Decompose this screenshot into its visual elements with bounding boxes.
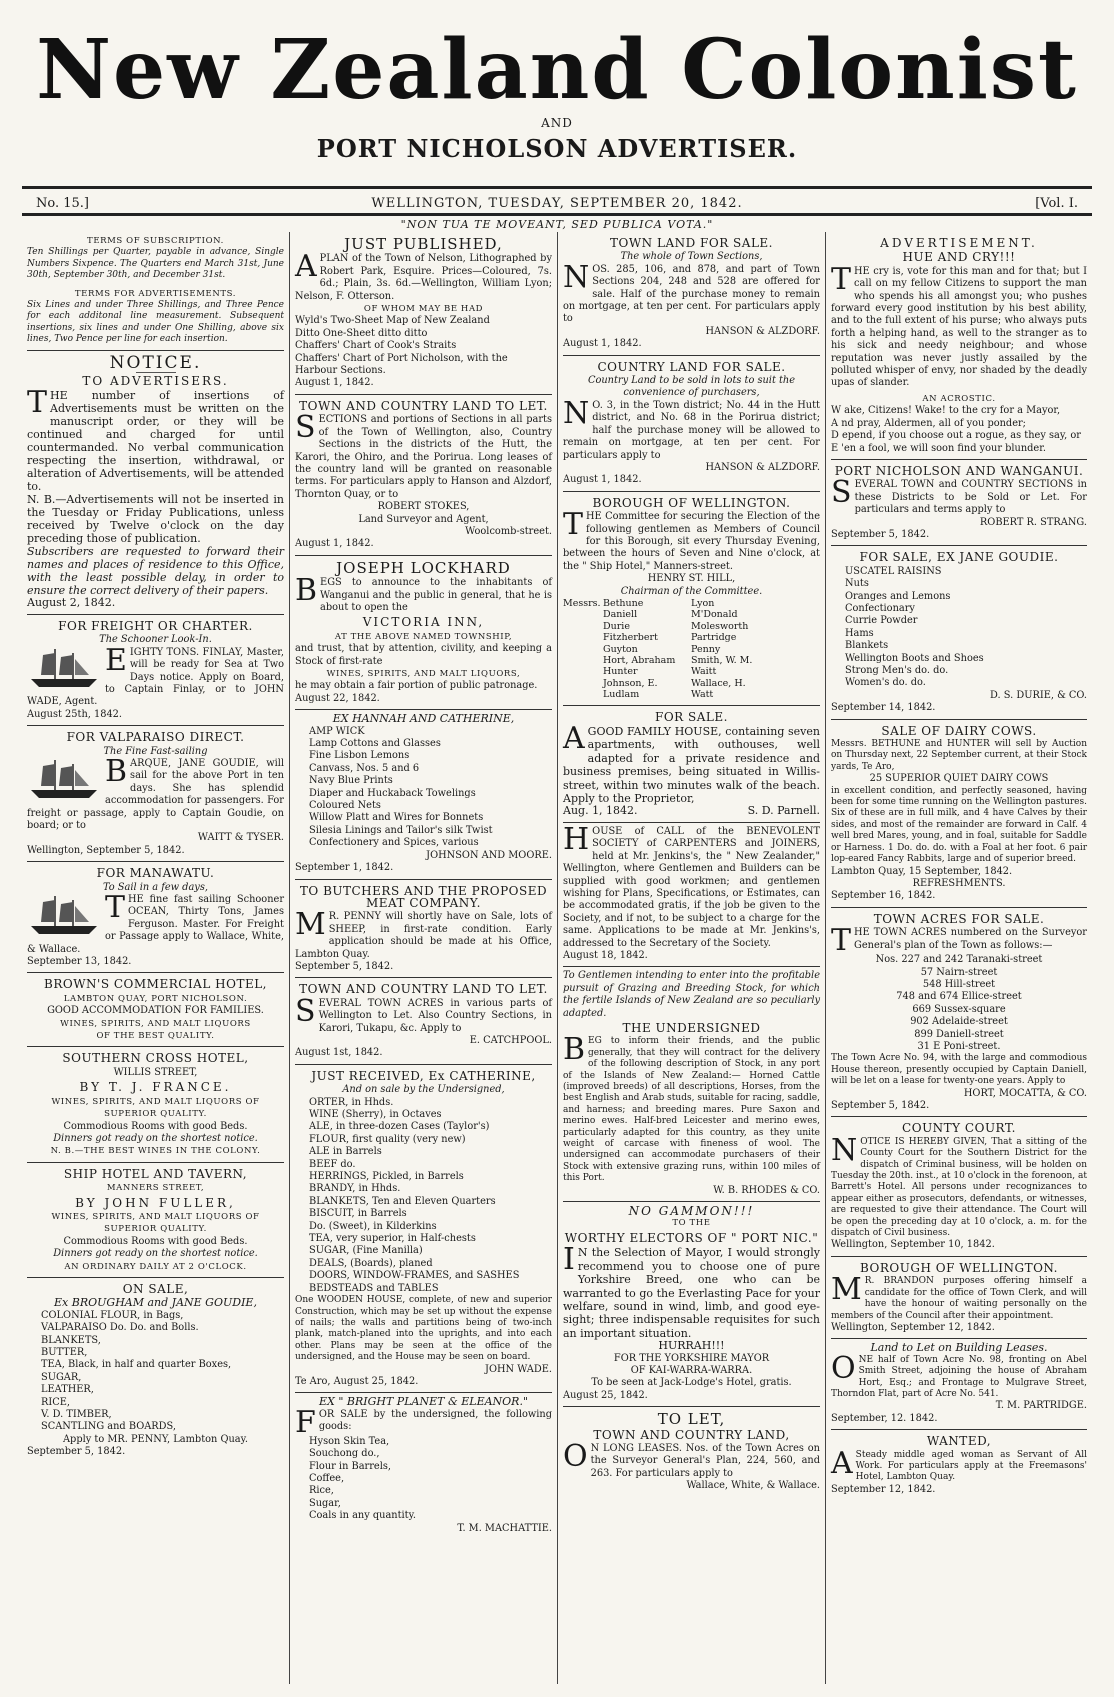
list-item: Souchong do., [309, 1448, 380, 1460]
just-received-ad [295, 1065, 552, 1394]
just-published-heading: JUST PUBLISHED, [344, 235, 503, 253]
lockhard-text: and trust, that by attention, civility, and keeping a Stock of first-rate [295, 643, 552, 667]
list-item: Chaffers' Chart of Port Nicholson, with the Harbour Sections. [295, 352, 508, 377]
list-item: SUGAR, [41, 1371, 82, 1383]
terms-subscription-text: Ten Shillings per Quarter, payable in advance, Single Numbers Sixpence. The Quarters end March 31st, June 30th, September 30th, and December 31st. [27, 247, 284, 281]
list-item: 57 Nairn-street [920, 966, 998, 978]
just-received-sub: And on sale by the Undersigned, [342, 1084, 505, 1096]
ship-hotel-line: AN ORDINARY DAILY AT 2 O'CLOCK. [64, 1261, 247, 1272]
family-house-signature: S. D. Parnell. [747, 804, 820, 818]
list-item: DOORS, WINDOW-FRAMES, and SASHES [309, 1270, 520, 1282]
southern-cross-heading: SOUTHERN CROSS HOTEL, [62, 1051, 249, 1066]
family-house-text: GOOD FAMILY HOUSE, containing seven apartments, with outhouses, well adapted for a private residence and business premises, being situated in Willis-street, within two minutes walk of the beach. Apply to the Proprietor, [563, 725, 820, 806]
land-to-let-heading: TOWN AND COUNTRY LAND TO LET. [299, 398, 548, 413]
notice-ad: NOTICE. TO ADVERTISERS. THE number of insertions of Advertisements must be written on the manuscript order, or they will be continued and charged for until countermanded. No verbal communication respecting the insertion, withdrawal, or alteration of Advertisements, will be attended to. N. B.—Advertisements will not be inserted in the Tuesday or Friday Publications, unless received by Twelve o'clock on the day preceding those of publication. Subscribers are requested to forward their names and places of residence to this Office, with the least possible delay, in order to ensure the correct delivery of their papers. August 2, 1842. [27, 351, 284, 615]
country-land-sale-heading: COUNTRY LAND FOR SALE. [597, 359, 786, 374]
hannah-catherine-signature: JOHNSON AND MOORE. [426, 849, 552, 861]
list-item: Hyson Skin Tea, [309, 1435, 390, 1447]
stock-heading: THE UNDERSIGNED [622, 1020, 761, 1035]
column-4 [826, 232, 1092, 1684]
no-gammon-heading: NO GAMMON!!! [628, 1204, 755, 1219]
manawatu-ad: FOR MANAWATU. To Sail in a few days, THE fine fast sailing Schooner OCEAN, Thirty Tons, James Ferguson. Master. For Freight or Passage apply to Wallace, White, & Wallace. September 13, 1842. [27, 862, 284, 973]
acrostic-line: W ake, Citizens! Wake! to the cry for a Mayor, [831, 405, 1061, 417]
no-gammon-ad: NO GAMMON!!! TO THE WORTHY ELECTORS OF " PORT NIC." I N the Selection of Mayor, I would strongly recommend you to choose one of pure Yorkshire Breed, one who can be warranted to go the Everlasting Pace for your welfare, sound in wind, limb, and good eye-sight; three indispensable requisites for such an important situation. HURRAH!!! FOR THE YORKSHIRE MAYOR OF KAI-WARRA-WARRA. To be seen at Jack-Lodge's Hotel, gratis. August 25, 1842. [563, 1202, 820, 1407]
list-item: V. D. TIMBER, [41, 1409, 112, 1421]
just-received-text: One WOODEN HOUSE, complete, of new and superior Construction, which may be set up without the expense of nails; the walls and partitions being of two-inch plank, match-planed into the uprights, and into each other. Plans may be seen at the office of the undersigned, and the House may be seen on board. [295, 1295, 552, 1363]
list-item: FLOUR, first quality (very new) [309, 1133, 466, 1145]
list-item: Wellington Boots and Shoes [845, 652, 984, 664]
list-item: Navy Blue Prints [309, 775, 393, 787]
on-sale-signature: Apply to MR. PENNY, Lambton Quay. [62, 1433, 248, 1445]
acrostic-line: A nd pray, Aldermen, all of you ponder; [831, 417, 1026, 429]
land-to-let-2-ad: TOWN AND COUNTRY LAND TO LET. SEVERAL TOWN ACRES in various parts of Wellington to Let. Also Country Sections, in Karori, Tukapu, &c. Apply to E. CATCHPOOL. August 1st, 1842. [295, 978, 552, 1064]
stock-intro: To Gentlemen intending to enter into the profitable pursuit of Grazing and Breeding Stock, for which the fertile Islands of New Zealand are so peculiarly adapted. [563, 970, 820, 1019]
on-sale-date: September 5, 1842. [27, 1446, 126, 1458]
dairy-cows-text: Messrs. BETHUNE and HUNTER will sell by Auction on Thursday next, 22 September current, at their Stock yards, Te Aro, [831, 739, 1087, 772]
acrostic-line: E 'en a fool, we will soon find your blunder. [831, 442, 1046, 454]
acrostic-line: D epend, if you choose out a rogue, as they say, or [831, 430, 1081, 442]
borough-town-clerk-heading: BOROUGH OF WELLINGTON. [860, 1260, 1058, 1275]
list-item: Chaffers' Chart of Cook's Straits [295, 340, 457, 352]
port-nicholson-heading: PORT NICHOLSON AND WANGANUI. [834, 463, 1084, 478]
list-item: BLANKETS, Ten and Eleven Quarters [309, 1195, 496, 1207]
southern-cross-ad [27, 1047, 284, 1162]
southern-cross-line: N. B.—THE BEST WINES IN THE COLONY. [50, 1146, 261, 1157]
list-item: Currie Powder [845, 615, 918, 627]
wanted-heading: WANTED, [926, 1434, 992, 1449]
list-item: Coffee, [309, 1472, 345, 1484]
town-acres-text: HE TOWN ACRES numbered on the Surveyor General's plan of the Town as follows:— [854, 927, 1087, 951]
list-item: DEALS, (Boards), planed [309, 1257, 433, 1269]
browns-hotel-line: WINES, SPIRITS, AND MALT LIQUORS [60, 1018, 251, 1029]
stock-ad: To Gentlemen intending to enter into the profitable pursuit of Grazing and Breeding Stock, for which the fertile Islands of New Zealand are so peculiarly adapted. THE UNDERSIGNED BEG to inform their friends, and the public generally, that they will contract for the delivery of the following description of Stock, in any port of the Islands of New Zealand:— Horned Cattle (improved breeds) of all descriptions, Horses, from the best English and Arab studs, suitable for racing, saddle, and harness; and breeding mares. Pure Saxon and merino ewes. Half-bred Leicester and merino ewes, particularly adapted for this country, as they unite weight of carcase with fineness of wool. The undersigned can accommodate purchasers of their Stock with extensive grazing runs, within 100 miles of this Port. W. B. RHODES & CO. [563, 967, 820, 1202]
port-nicholson-signature: ROBERT R. STRANG. [979, 516, 1087, 528]
manawatu-text: HE fine fast sailing Schooner OCEAN, Thirty Tons, James Ferguson. Master. For Freight or Passage apply to Wallace, White, & Wallace. [27, 894, 284, 955]
list-item: COLONIAL FLOUR, in Bags, [41, 1309, 184, 1321]
dairy-cows-ad [831, 720, 1087, 908]
land-to-let-signature: Woolcomb-street. [465, 525, 552, 537]
land-to-let-building-heading: Land to Let on Building Leases. [870, 1341, 1048, 1355]
ship-hotel-line: BY JOHN FULLER, [75, 1195, 236, 1210]
list-item: Lyon [691, 597, 715, 609]
list-item: Coals in any quantity. [309, 1510, 416, 1522]
list-item: Oranges and Lemons [845, 590, 951, 602]
southern-cross-line: WINES, SPIRITS, AND MALT LIQUORS OF SUPERIOR QUALITY. [51, 1096, 260, 1120]
notice-date: August 2, 1842. [27, 596, 116, 610]
lockhard-inn: VICTORIA INN, [362, 615, 485, 630]
list-item: BUTTER, [41, 1347, 88, 1358]
list-item: Hunter [603, 666, 638, 678]
list-item: USCATEL RAISINS [845, 565, 942, 577]
list-item: Fitzherbert [603, 632, 658, 644]
hannah-catherine-heading: EX HANNAH AND CATHERINE, [332, 712, 515, 726]
borough-committee-ad: BOROUGH OF WELLINGTON. THE Committee for securing the Election of the following gentlemen as Members of Council for this Borough, sit every Thursday Evening, between the hours of Seven and Nine o'clock, at the " Ship Hotel," Manners-street. HENRY ST. HILL, Chairman of the Committee. Messrs. Bethune Daniell Durie Fitzherbert Guyton Hort, Abraham Hunter Johnson, E. Ludlam Lyon M'Donald Molesworth Partridge Penny Smith, W. M. Waitt Wallace, H. Watt [563, 492, 820, 706]
list-item: BEEF do. [309, 1158, 356, 1170]
borough-committee-signature: Chairman of the Committee. [620, 585, 763, 597]
country-land-sale-signature: HANSON & ALZDORF. [705, 461, 820, 473]
wanted-ad: WANTED, A Steady middle aged woman as Servant of All Work. For particulars apply at the Freemasons' Hotel, Lambton Quay. September 12, 1842. [831, 1434, 1087, 1495]
wanted-text: Steady middle aged woman as Servant of All Work. For particulars apply at the Freemasons' Hotel, Lambton Quay. [855, 1449, 1087, 1483]
port-nicholson-date: September 5, 1842. [831, 528, 930, 540]
land-to-let-building-signature: T. M. PARTRIDGE. [995, 1400, 1087, 1412]
no-gammon-text: N the Selection of Mayor, I would strongly recommend you to choose one of pure Yorkshire Breed, one who can be warranted to go the Everlasting Pace for your welfare, sound in wind, limb, and good eye-sight; three indispensable requisites for such an important situation. [563, 1246, 820, 1340]
just-published-sub: OF WHOM MAY BE HAD [363, 304, 484, 315]
list-item: 899 Daniell-street [914, 1028, 1004, 1040]
list-item: Strong Men's do. do. [845, 665, 949, 676]
country-land-sale-text: O. 3, in the Town district; No. 44 in the Hutt district, and No. 68 in the Porirua district; half the purchase money will be allowed to remain on mortgage, at ten per cent. For particulars apply to [563, 399, 820, 461]
dairy-cows-date: Lambton Quay, 15 September, 1842. [831, 865, 1013, 877]
to-let-signature: Wallace, White, & Wallace. [686, 1480, 820, 1492]
lockhard-line: WINES, SPIRITS, AND MALT LIQUORS, [326, 669, 521, 679]
lockhard-ad: JOSEPH LOCKHARD BEGS to announce to the inhabitants of Wanganui and the public in general, that he is about to open the VICTORIA INN, AT THE ABOVE NAMED TOWNSHIP, and trust, that by attention, civility, and keeping a Stock of first-rate WINES, SPIRITS, AND MALT LIQUORS, he may obtain a fair portion of public patronage. August 22, 1842. [295, 556, 552, 710]
list-item: Wallace, H. [691, 677, 746, 689]
borough-town-clerk-ad: BOROUGH OF WELLINGTON. M R. BRANDON purposes offering himself a candidate for the office of Town Clerk, and will have the honour of waiting personally on the members of the Council after their appointment. Wellington, September 12, 1842. [831, 1257, 1087, 1339]
land-to-let-building-ad: Land to Let on Building Leases. ONE half of Town Acre No. 98, fronting on Abel Smith Street, adjoining the house of Abraham Hort, Esq.; and Frontage to Mulgrave Street, Thorndon Flat, part of Acre No. 541. T. M. PARTRIDGE. September, 12. 1842. [831, 1339, 1087, 1430]
list-item: Silesia Linings and Tailor's silk Twist [309, 824, 493, 836]
borough-committee-text: HE Committee for securing the Election of the following gentlemen as Members of Council for this Borough, sit every Thursday Evening, between the hours of Seven and Nine o'clock, at the " Ship Hotel," Manners-street. [563, 511, 820, 572]
land-to-let-date: August 1, 1842. [295, 538, 374, 550]
manawatu-heading: FOR MANAWATU. [96, 866, 215, 881]
stock-text: EG to inform their friends, and the public generally, that they will contract for the delivery of the following description of Stock, in any port of the Islands of New Zealand:— Horned Cattle (improved breeds) of all descriptions, Horses, from the best English and Arab studs, suitable for racing, saddle, and harness; and breeding mares. Pure Saxon and merino ewes. Half-bred Leicester and merino ewes, particularly adapted for this country, as they unite weight of carcase with fineness of wool. The undersigned can accommodate purchasers of their Stock with extensive grazing runs, within 100 miles of this Port. [563, 1036, 820, 1184]
no-gammon-to: TO THE [672, 1218, 711, 1229]
on-sale-ad [27, 1278, 284, 1463]
list-item: TEA, very superior, in Half-chests [309, 1233, 476, 1245]
masthead-and: AND [541, 116, 573, 130]
family-house-date: Aug. 1, 1842. [563, 804, 638, 818]
butchers-text: R. PENNY will shortly have on Sale, lots of SHEEP, in first-rate condition. Early application should be made at his Office, Lambton Quay. [295, 911, 552, 960]
bright-planet-ad: EX " BRIGHT PLANET & ELEANOR." FOR SALE by the undersigned, the following goods: Hyson Skin Tea, Souchong do., Flour in Barrels, Coffee, Rice, Sugar, Coals in any quantity. T. M. MACHATTIE. [295, 1395, 552, 1534]
list-item: 669 Sussex-square [912, 1003, 1006, 1015]
list-item: Waitt [691, 666, 717, 678]
newspaper-page [22, 14, 1092, 1684]
list-item: 548 Hill-street [922, 978, 996, 990]
list-item: Willow Platt and Wires for Bonnets [309, 812, 484, 824]
town-land-sale-signature: HANSON & ALZDORF. [705, 325, 820, 337]
lockhard-date: August 22, 1842. [295, 692, 380, 704]
borough-town-clerk-date: Wellington, September 12, 1842. [831, 1321, 995, 1333]
masthead [22, 20, 1092, 186]
land-to-let-building-date: September, 12. 1842. [831, 1412, 938, 1424]
house-of-call-text: OUSE of CALL of the BENEVOLENT SOCIETY of CARPENTERS and JOINERS, held at Mr. Jenkins's, the " New Zealander," Wellington, where Gentlemen and Builders can be supplied with good workmen; and gentlemen wishing for Plans, Specifications, or Estimates, can be accommodated gratis, if the job be given to the Society, and if not, to be subject to a charge for the same. Applications to be made at Mr. Jenkins's, addressed to the Secretary of the Society. [563, 825, 820, 949]
list-item: Nuts [845, 578, 869, 590]
valparaiso-subheading: The Fine Fast-sailing [103, 745, 208, 757]
lockhard-line: AT THE ABOVE NAMED TOWNSHIP, [334, 631, 513, 642]
list-item: Lamp Cottons and Glasses [309, 738, 441, 750]
browns-hotel-address: LAMBTON QUAY, PORT NICHOLSON. [63, 993, 248, 1004]
volume-number: [Vol. I. [1035, 196, 1078, 211]
to-let-ad: TO LET, TOWN AND COUNTRY LAND, O N LONG LEASES. Nos. of the Town Acres on the Surveyor General's Plan, 224, 560, and 263. For particulars apply to Wallace, White, & Wallace. [563, 1410, 820, 1492]
list-item: Confectionary [845, 602, 915, 614]
no-gammon-line: FOR THE YORKSHIRE MAYOR [613, 1352, 770, 1364]
just-received-signature: JOHN WADE. [485, 1363, 552, 1375]
town-land-sale-date: August 1, 1842. [563, 338, 642, 350]
columns [22, 232, 1092, 1684]
on-sale-subheading: Ex BROUGHAM and JANE GOUDIE, [54, 1296, 257, 1310]
land-to-let-building-text: NE half of Town Acre No. 98, fronting on Abel Smith Street, adjoining the house of Abraham Hort, Esq.; and Frontage to Mulgrave Street, Thorndon Flat, part of Acre No. 541. [831, 1354, 1087, 1399]
list-item: Smith, W. M. [691, 655, 753, 666]
no-gammon-date: August 25, 1842. [563, 1389, 648, 1401]
list-item: BLANKETS, [41, 1334, 101, 1346]
dairy-cows-heading: SALE OF DAIRY COWS. [881, 723, 1037, 738]
freight-text: IGHTY TONS. FINLAY, Master, will be ready for Sea at Two Days notice. Apply on Board, to Captain Finlay, or to JOHN WADE, Agent. [27, 646, 284, 708]
borough-committee-signature: HENRY ST. HILL, [647, 573, 736, 585]
list-item: Nos. 227 and 242 Taranaki-street [875, 954, 1043, 966]
hannah-catherine-ad [295, 710, 552, 879]
land-to-let-signature: ROBERT STOKES, [377, 501, 470, 513]
hannah-catherine-date: September 1, 1842. [295, 862, 394, 874]
land-to-let-2-heading: TOWN AND COUNTRY LAND TO LET. [299, 982, 548, 997]
column-1 [22, 232, 290, 1684]
town-acres-date: September 5, 1842. [831, 1100, 930, 1111]
ship-icon [27, 758, 101, 800]
notice-heading: NOTICE. [109, 352, 202, 373]
land-to-let-2-signature: E. CATCHPOOL. [469, 1034, 552, 1046]
borough-committee-heading: BOROUGH OF WELLINGTON. [592, 495, 791, 510]
land-to-let-ad: TOWN AND COUNTRY LAND TO LET. SECTIONS and portions of Sections in all parts of the Town of Wellington, also, Country Sections in the districts of the Hutt, the Karori, the Ohiro, and the Porirua. Long leases of the country land will be granted on reasonable terms. For particulars apply to Hanson and Alzdorf, Thornton Quay, or to ROBERT STOKES, Land Surveyor and Agent, Woolcomb-street. August 1, 1842. [295, 395, 552, 556]
list-item: Blankets [845, 640, 889, 652]
freight-date: August 25th, 1842. [27, 708, 123, 720]
list-item: BRANDY, in Hhds. [309, 1183, 401, 1195]
list-item: Diaper and Huckaback Towelings [309, 787, 476, 799]
dairy-cows-subheading: 25 SUPERIOR QUIET DAIRY COWS [869, 773, 1049, 785]
town-acres-heading: TOWN ACRES FOR SALE. [873, 911, 1045, 926]
list-item: Women's do. do. [845, 677, 926, 689]
family-house-footer [563, 805, 820, 817]
list-item: ALE, in three-dozen Cases (Taylor's) [309, 1121, 490, 1133]
list-item: Hort, Abraham [603, 655, 676, 666]
list-item: AMP WICK [309, 725, 365, 737]
list-item: RICE, [41, 1396, 71, 1408]
newspaper-title: New Zealand Colonist [36, 22, 1078, 118]
browns-hotel-line: GOOD ACCOMMODATION FOR FAMILIES. [47, 1005, 264, 1017]
notice-nb: N. B.—Advertisements will not be inserted in the Tuesday or Friday Publications, unless received by Twelve o'clock on the day preceding those of publication. [27, 493, 284, 546]
terms-advertising-text: Six Lines and under Three Shillings, and Three Pence for each additonal line measurement. Subsequent insertions, six lines and under One Shilling, above six lines, Two Pence per line for each insertion. [27, 300, 284, 345]
column-2 [290, 232, 558, 1684]
lockhard-heading: JOSEPH LOCKHARD [336, 558, 511, 577]
list-item: Coloured Nets [309, 800, 381, 812]
messrs-label: Messrs. [563, 597, 601, 609]
to-let-text: N LONG LEASES. Nos. of the Town Acres on the Surveyor General's Plan, 224, 560, and 263. For particulars apply to [590, 1442, 820, 1479]
town-acres-text: The Town Acre No. 94, with the large and commodious House thereon, presently occupied by Captain Daniell, will be let on a lease for twenty-one years. Apply to [831, 1053, 1087, 1087]
freight-ad: FOR FREIGHT OR CHARTER. The Schooner Look-In. EIGHTY TONS. FINLAY, Master, will be ready for Sea at Two Days notice. Apply on Board, to Captain Finlay, or to JOHN WADE, Agent. August 25th, 1842. [27, 615, 284, 726]
list-item: Molesworth [691, 620, 749, 632]
advertisement-heading: ADVERTISEMENT. [880, 236, 1038, 250]
issue-number: No. 15.] [36, 196, 89, 211]
list-item: SCANTLING and BOARDS, [41, 1421, 177, 1433]
list-item: Bethune [603, 597, 644, 609]
town-land-sale-sub: The whole of Town Sections, [620, 251, 763, 263]
to-let-heading: TO LET, [657, 1410, 726, 1429]
list-item: Partridge [691, 632, 737, 644]
list-item: Penny [691, 643, 721, 655]
list-item: SUGAR, (Fine Manilla) [309, 1245, 423, 1257]
list-item: VALPARAISO Do. Do. and Bolls. [41, 1322, 199, 1334]
newspaper-subtitle: PORT NICHOLSON ADVERTISER. [316, 134, 798, 163]
on-sale-heading: ON SALE, [122, 1281, 189, 1296]
jane-goudie-sale-heading: FOR SALE, EX JANE GOUDIE. [859, 550, 1059, 565]
valparaiso-signature: WAITT & TYSER. [197, 832, 284, 844]
country-land-sale-sub: Country Land to be sold in lots to suit the convenience of purchasers, [587, 375, 796, 399]
butchers-date: September 5, 1842. [295, 960, 394, 972]
notice-text: HE number of insertions of Advertisements must be written on the manuscript order, or they will be continued and charged for until countermanded. No verbal communication respecting the insertion, withdrawal, or alteration of Advertisements, will be attended to. [27, 389, 284, 494]
bright-planet-text: OR SALE by the undersigned, the following goods: [318, 1408, 552, 1433]
house-of-call-date: August 18, 1842. [563, 949, 648, 961]
column-3 [558, 232, 826, 1684]
land-to-let-signature: Land Surveyor and Agent, [358, 513, 489, 525]
ship-hotel-line: Commodious Rooms with good Beds. [63, 1235, 248, 1247]
southern-cross-line: BY T. J. FRANCE. [79, 1080, 232, 1095]
lockhard-text: he may obtain a fair portion of public patronage. [295, 680, 538, 692]
list-item: Flour in Barrels, [309, 1460, 391, 1472]
list-item: Fine Lisbon Lemons [309, 750, 410, 762]
notice-subscribers: Subscribers are requested to forward their names and places of residence to this Office, with the least possible delay, in order to ensure the correct delivery of their papers. [27, 545, 284, 598]
list-item: Guyton [603, 643, 638, 655]
hue-and-cry-ad: ADVERTISEMENT. HUE AND CRY!!! THE cry is, vote for this man and for that; but I call on my fellow Citizens to support the man who spends his all amongst you; who pushes forward every good institution by his best ability, and to the full extent of his purse; who always puts forth a helping hand, as well to the stranger as to his sick and needy neighbour; and whose reputation was never justly assailed by the polluted whisper of envy, nor shaded by the deadly upas of slander. AN ACROSTIC. W ake, Citizens! Wake! to the cry for a Mayor, A nd pray, Aldermen, all of you ponder; D epend, if you choose out a rogue, as they say, or E 'en a fool, we will soon find your blunder. [831, 232, 1087, 460]
manawatu-date: September 13, 1842. [27, 956, 132, 968]
terms-advertising-heading: TERMS FOR ADVERTISEMENTS. [74, 288, 237, 299]
southern-cross-line: Commodious Rooms with good Beds. [63, 1120, 248, 1132]
list-item: Johnson, E. [603, 677, 658, 689]
refreshments-label: REFRESHMENTS. [912, 877, 1006, 889]
terms-block [27, 232, 284, 351]
list-item: Confectionery and Spices, various [309, 837, 479, 849]
list-item: Watt [691, 689, 714, 701]
southern-cross-line: WILLIS STREET, [113, 1066, 198, 1078]
town-land-sale-ad: TOWN LAND FOR SALE. The whole of Town Sections, NOS. 285, 106, and 878, and part of Town Sections 204, 248 and 528 are offered for sale. Half of the purchase money to remain on mortgage, at ten per cent. For particulars apply to HANSON & ALZDORF. August 1, 1842. [563, 232, 820, 356]
freight-subheading: The Schooner Look-In. [99, 634, 212, 646]
county-court-date: Wellington, September 10, 1842. [831, 1239, 995, 1251]
just-published-date: August 1, 1842. [295, 377, 374, 389]
list-item: BEDSTEADS and TABLES [309, 1282, 439, 1294]
country-land-sale-ad: COUNTRY LAND FOR SALE. Country Land to be sold in lots to suit the convenience of purchasers, N O. 3, in the Town district; No. 44 in the Hutt district, and No. 68 in the Porirua district; half the purchase money will be allowed to remain on mortgage, at ten per cent. For particulars apply to HANSON & ALZDORF. August 1, 1842. [563, 356, 820, 492]
town-acres-ad: TOWN ACRES FOR SALE. THE TOWN ACRES numbered on the Surveyor General's plan of the Town as follows:— Nos. 227 and 242 Taranaki-street 57 Nairn-street 548 Hill-street 748 and 674 Ellice-street 669 Sussex-square 902 Adelaide-street 899 Daniell-street 31 E Poni-street. The Town Acre No. 94, with the large and commodious House thereon, presently occupied by Captain Daniell, will be let on a lease for twenty-one years. Apply to HORT, MOCATTA, & CO. September 5, 1842. [831, 908, 1087, 1118]
to-let-sub: TOWN AND COUNTRY LAND, [593, 1427, 790, 1442]
borough-town-clerk-text: R. BRANDON purposes offering himself a candidate for the office of Town Clerk, and will have the honour of waiting personally on the members of the Council after their appointment. [831, 1276, 1087, 1321]
browns-hotel-ad [27, 973, 284, 1047]
list-item: Hams [845, 627, 874, 639]
town-land-sale-heading: TOWN LAND FOR SALE. [609, 236, 773, 250]
list-item: Daniell [603, 609, 638, 621]
list-item: 748 and 674 Ellice-street [896, 991, 1022, 1003]
land-to-let-text: ECTIONS and portions of Sections in all parts of the Town of Wellington, also, Country Sections in the districts of the Hutt, the Karori, the Ohiro, and the Porirua. Long leases of the country land will be granted on reasonable terms. For particulars apply to Hanson and Alzdorf, Thornton Quay, or to [295, 414, 552, 500]
list-item: M'Donald [691, 609, 738, 621]
no-gammon-line: OF KAI-WARRA-WARRA. [630, 1364, 753, 1376]
wanted-date: September 12, 1842. [831, 1483, 936, 1495]
ship-icon [27, 894, 101, 936]
list-item: 31 E Poni-street. [917, 1040, 1001, 1052]
town-acres-signature: HORT, MOCATTA, & CO. [963, 1087, 1087, 1099]
browns-hotel-line: OF THE BEST QUALITY. [96, 1031, 215, 1042]
land-to-let-2-date: August 1st, 1842. [295, 1047, 383, 1059]
house-of-call-ad: HOUSE of CALL of the BENEVOLENT SOCIETY of CARPENTERS and JOINERS, held at Mr. Jenkins's, the " New Zealander," Wellington, where Gentlemen and Builders can be supplied with good workmen; and gentlemen wishing for Plans, Specifications, or Estimates, can be accommodated gratis, if the job be given to the Society, and if not, to be subject to a charge for the same. Applications to be made at Mr. Jenkins's, addressed to the Secretary of the Society. August 18, 1842. [563, 823, 820, 967]
list-item: Do. (Sweet), in Kilderkins [309, 1220, 437, 1232]
list-item: LEATHER, [41, 1384, 94, 1396]
hue-and-cry-heading: HUE AND CRY!!! [902, 250, 1016, 265]
land-to-let-2-text: EVERAL TOWN ACRES in various parts of Wellington to Let. Also Country Sections, in Karori, Tukapu, &c. Apply to [318, 997, 552, 1034]
no-gammon-line: To be seen at Jack-Lodge's Hotel, gratis. [591, 1377, 792, 1389]
list-item: ALE in Barrels [309, 1146, 382, 1158]
stock-signature: W. B. RHODES & CO. [713, 1184, 820, 1196]
browns-hotel-heading: BROWN'S COMMERCIAL HOTEL, [44, 977, 267, 992]
just-published-ad: JUST PUBLISHED, APLAN of the Town of Nelson, Lithographed by Robert Park, Esquire. Prices—Coloured, 7s. 6d.; Plain, 3s. 6d.—Wellington, William Lyon; Nelson, F. Otterson. OF WHOM MAY BE HAD Wyld's Two-Sheet Map of New Zealand Ditto One-Sheet ditto ditto Chaffers' Chart of Cook's Straits Chaffers' Chart of Port Nicholson, with the Harbour Sections. August 1, 1842. [295, 232, 552, 395]
ship-hotel-heading: SHIP HOTEL AND TAVERN, [63, 1166, 248, 1181]
dairy-cows-text: in excellent condition, and perfectly seasoned, having been for some time running on the Wellington pastures. Six of these are in full milk, and 4 have Calves by their sides, and most of the remainder are forward in Calf. 4 well bred Mares, young, and in foal, suitable for Saddle or Harness. 1 Do. do. do. with a Foal at her foot. 6 pair lop-eared Fancy Rabbits, large and of superior breed. [831, 785, 1087, 865]
list-item: Wyld's Two-Sheet Map of New Zealand [295, 315, 490, 327]
just-received-heading: JUST RECEIVED, Ex CATHERINE, [311, 1068, 536, 1083]
notice-subheading: TO ADVERTISERS. [82, 374, 229, 389]
jane-goudie-sale-ad [831, 546, 1087, 719]
jane-goudie-sale-date: September 14, 1842. [831, 702, 936, 714]
port-nicholson-text: EVERAL TOWN and COUNTRY SECTIONS in these Districts to be Sold or Let. For particulars and terms apply to [854, 479, 1087, 516]
no-gammon-subheading: WORTHY ELECTORS OF " PORT NIC." [564, 1230, 819, 1245]
ship-icon [27, 647, 101, 689]
valparaiso-heading: FOR VALPARAISO DIRECT. [66, 730, 245, 745]
terms-subscription-heading: TERMS OF SUBSCRIPTION. [87, 236, 224, 246]
list-item: Rice, [309, 1485, 334, 1497]
valparaiso-ad: FOR VALPARAISO DIRECT. The Fine Fast-sailing BARQUE, JANE GOUDIE, will sail for the above Port in ten days. She has splendid accommodation for passengers. For freight or passage, apply to Captain Goudie, on board; or to WAITT & TYSER. Wellington, September 5, 1842. [27, 726, 284, 862]
list-item: WINE (Sherry), in Octaves [309, 1109, 442, 1120]
ship-hotel-line: Dinners got ready on the shortest notice. [53, 1248, 258, 1260]
manawatu-subheading: To Sail in a few days, [103, 881, 208, 893]
ship-hotel-ad [27, 1163, 284, 1278]
dateline-bar [22, 186, 1092, 216]
valparaiso-text: ARQUE, JANE GOUDIE, will sail for the above Port in ten days. She has splendid accommodation for passengers. For freight or passage, apply to Captain Goudie, on board; or to [27, 757, 284, 831]
acrostic-heading: AN ACROSTIC. [922, 393, 996, 404]
county-court-heading: COUNTY COURT. [902, 1121, 1016, 1136]
ship-hotel-line: WINES, SPIRITS, AND MALT LIQUORS OF SUPERIOR QUALITY. [51, 1211, 260, 1235]
issue-date: WELLINGTON, TUESDAY, SEPTEMBER 20, 1842. [371, 196, 743, 211]
list-item: ORTER, in Hhds. [309, 1096, 394, 1108]
jane-goudie-sale-signature: D. S. DURIE, & CO. [990, 689, 1087, 701]
list-item: Ditto One-Sheet ditto ditto [295, 327, 428, 339]
motto: "NON TUA TE MOVEANT, SED PUBLICA VOTA." [400, 218, 714, 231]
port-nicholson-ad: PORT NICHOLSON AND WANGANUI. SEVERAL TOWN and COUNTRY SECTIONS in these Districts to be Sold or Let. For particulars and terms apply to ROBERT R. STRANG. September 5, 1842. [831, 460, 1087, 546]
county-court-text: OTICE IS HEREBY GIVEN, That a sitting of the County Court for the Southern District for the dispatch of Criminal business, will be holden on Tuesday the 20th. inst., at 10 o'clock in the forenoon, at Barrett's Hotel. All persons under recognizances to appear either as prosecutors, defendants, or witnesses, are requested to give their attendance. The Court will be open the preceding day at 10 o'clock, a. m. for the dispatch of Civil business. [831, 1136, 1087, 1239]
county-court-ad: COUNTY COURT. NOTICE IS HEREBY GIVEN, That a sitting of the County Court for the Southern District for the dispatch of Criminal business, will be holden on Tuesday the 20th. inst., at 10 o'clock in the forenoon, at Barrett's Hotel. All persons under recognizances to appear either as prosecutors, defendants, or witnesses, are requested to give their attendance. The Court will be open the preceding day at 10 o'clock, a. m. for the dispatch of Civil business. Wellington, September 10, 1842. [831, 1117, 1087, 1256]
hue-and-cry-text: HE cry is, vote for this man and for that; but I call on my fellow Citizens to support the man who spends his all amongst you; who pushes forward every good institution by his best ability, and to the full extent of his purse; who always puts forth a helping hand, as well to the stranger as to his sick and needy neighbour; and whose reputation was never justly assailed by the polluted whisper of envy, nor shaded by the deadly upas of slander. [831, 265, 1087, 389]
list-item: TEA, Black, in half and quarter Boxes, [41, 1359, 232, 1371]
town-land-sale-text: OS. 285, 106, and 878, and part of Town Sections 204, 248 and 528 are offered for sale. Half of the purchase money to remain on mortgage, at ten per cent. For particulars apply to [563, 263, 820, 325]
just-published-text: PLAN of the Town of Nelson, Lithographed by Robert Park, Esquire. Prices—Coloured, 7s. 6d.; Plain, 3s. 6d.—Wellington, William Lyon; Nelson, F. Otterson. [295, 253, 552, 302]
butchers-heading: TO BUTCHERS AND THE PROPOSED MEAT COMPANY. [299, 883, 548, 910]
southern-cross-line: Dinners got ready on the shortest notice. [53, 1132, 258, 1144]
list-item: Ludlam [603, 689, 640, 701]
committee-names [563, 598, 820, 701]
country-land-sale-date: August 1, 1842. [563, 474, 642, 486]
list-item: Sugar, [309, 1497, 341, 1509]
freight-heading: FOR FREIGHT OR CHARTER. [58, 618, 253, 633]
bright-planet-heading: EX " BRIGHT PLANET & ELEANOR." [318, 1395, 529, 1409]
lockhard-text: EGS to announce to the inhabitants of Wanganui and the public in general, that he is about to open the [320, 577, 552, 613]
list-item: Canvass, Nos. 5 and 6 [309, 762, 420, 774]
list-item: HERRINGS, Pickled, in Barrels [309, 1171, 464, 1183]
just-received-date: Te Aro, August 25, 1842. [295, 1375, 419, 1387]
bright-planet-signature: T. M. MACHATTIE. [457, 1522, 552, 1534]
family-house-ad: FOR SALE. AGOOD FAMILY HOUSE, containing seven apartments, with outhouses, well adapted for a private residence and business premises, being situated in Willis-street, within two minutes walk of the beach. Apply to the Proprietor, Aug. 1, 1842. S. D. Parnell. [563, 706, 820, 823]
ship-hotel-line: MANNERS STREET, [106, 1183, 205, 1194]
list-item: Durie [603, 620, 630, 632]
family-house-heading: FOR SALE. [655, 709, 728, 724]
valparaiso-date: Wellington, September 5, 1842. [27, 844, 185, 856]
list-item: 902 Adelaide-street [910, 1016, 1008, 1028]
butchers-ad: TO BUTCHERS AND THE PROPOSED MEAT COMPANY. M R. PENNY will shortly have on Sale, lots of SHEEP, in first-rate condition. Early application should be made at his Office, Lambton Quay. September 5, 1842. [295, 880, 552, 979]
list-item: BISCUIT, in Barrels [309, 1208, 407, 1220]
no-gammon-line: HURRAH!!! [658, 1339, 725, 1353]
dairy-cows-date: September 16, 1842. [831, 890, 936, 902]
